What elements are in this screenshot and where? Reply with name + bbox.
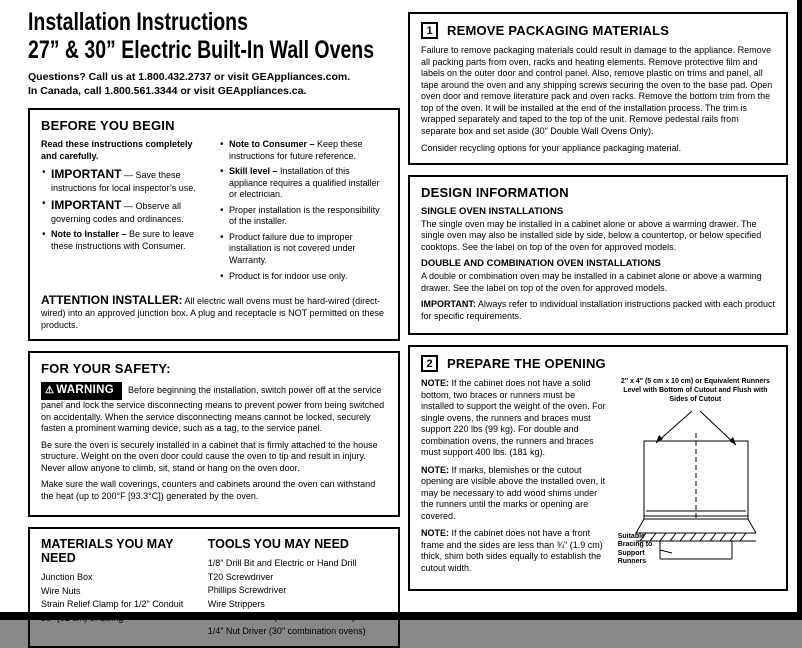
warning-triangle-icon: ⚠ [45,385,55,397]
before-you-begin-box [28,108,400,341]
materials-tools-box [28,527,400,648]
note-2: NOTE: If marks, blemishes or the cutout opening are visible above the installed oven, it may be necessary to add wood shims under the runners until the marks or opening are covered. [421,464,606,521]
attention-lead: ATTENTION INSTALLER: [41,293,183,308]
list-item: • Note to Consumer – Keep these instructions for future reference. [219,139,387,162]
double-combination-subheading: DOUBLE AND COMBINATION OVEN INSTALLATIONS [421,258,661,270]
for-your-safety-box [28,351,400,517]
step-1-paragraph: Failure to remove packaging materials could result in damage to the appliance. Remove all packing parts from oven, racks and heating elements. Remove protective film and labels on the outer door and control panel. Also, remove plastic on trims and panel, all tape around the oven and any shipping screws securing the oven to the base pad. Open oven door and remove literature pack and oven racks. Remove the bottom trim from the top of the oven. It will be installed at the end of the installation process. The trim is wrapped separately and taped to the top of the unit. Remove pedestal rails from separate box and set aside (30" Double Wall Ovens Only). [421,45,773,136]
page-title [28,8,375,64]
tools-section [208,537,387,638]
list-item: Phillips Screwdriver [207,585,287,596]
step-2-notes [421,378,608,580]
materials-heading: MATERIALS YOU MAY NEED [41,537,174,566]
list-item: • Skill level – Installation of this appliance requires a qualified installer or electrician. [219,166,387,201]
list-item: Wire Nuts [41,585,81,596]
single-oven-subheading: SINGLE OVEN INSTALLATIONS [421,205,564,217]
safety-paragraph-2: Be sure the oven is securely installed in a cabinet that is firmly attached to the house structure. Weight on the oven door could cause the oven to tip and result in injury. Never allow anyone to climb, sit, stand or hang on the oven door. [41,439,378,473]
attention-installer-note: ATTENTION INSTALLER: All electric wall ovens must be hard-wired (direct-wired) into an approved junction box. A plug and receptacle is NOT permitted on these products. [41,293,385,330]
safety-paragraph-1: ⚠ WARNING Before beginning the installation, switch power off at the service panel and lock the service disconnecting means to prevent power from being switched on accidentally. When the service disconnecting means cannot be locked, securely fasten a prominent warning device, such as a tag, to the service panel. [41,384,385,434]
design-important-note: IMPORTANT: Always refer to individual installation instructions packed with each product for specific requirements. [421,299,775,321]
safety-heading: FOR YOUR SAFETY: [41,361,171,377]
step-2-box [408,345,788,590]
list-item: • IMPORTANT — Observe all governing codes and ordinances. [41,198,209,225]
cutout-diagram [616,378,775,580]
before-you-begin-heading: BEFORE YOU BEGIN [41,118,175,134]
page-edge-bottom [0,612,802,620]
before-left-column [41,139,209,286]
right-column [408,12,788,591]
list-item: Strain Relief Clamp for 1/2" Conduit [41,599,184,610]
list-item: 1/4" Nut Driver (30" combination ovens) [207,625,366,636]
contact-line-us: Questions? Call us at 1.800.432.2737 or visit GEAppliances.com. [28,71,351,83]
before-intro: Read these instructions completely and carefully. [41,139,193,161]
step-2-title: PREPARE THE OPENING [447,356,606,372]
diagram-label: Suitable Bracing to Support Runners [617,532,653,566]
title-line-2: 27” & 30” Electric Built-In Wall Ovens [28,36,375,64]
step-1-box [408,12,788,165]
important-lead: IMPORTANT: [421,299,476,310]
page-edge-right [797,0,802,620]
double-combination-paragraph: A double or combination oven may be installed in a cabinet alone or above a warming drawer. See the label on top of the oven for approved models. [421,271,762,293]
design-info-heading: DESIGN INFORMATION [421,184,569,200]
list-item: • Note to Installer – Be sure to leave these instructions with Consumer. [41,229,209,252]
step-1-recycling-note: Consider recycling options for your appliance packaging material. [421,143,682,154]
title-line-1: Installation Instructions [28,8,248,36]
list-item: Wire Strippers [207,598,265,609]
left-column [28,8,400,648]
materials-section [41,537,194,638]
tools-heading: TOOLS YOU MAY NEED [207,537,349,552]
warning-badge [41,382,122,400]
list-item: • Proper installation is the responsibility of the installer. [219,205,387,228]
before-right-column [219,139,387,286]
list-item: • Product is for indoor use only. [219,271,387,283]
list-item: • Product failure due to improper installation is not covered under Warranty. [219,232,387,267]
note-3: NOTE: If the cabinet does not have a front frame and the sides are less than ¾" (1.9 cm) thick, shim both sides equally to establish the cutout width. [421,528,603,573]
diagram-caption: 2" x 4" (5 cm x 10 cm) or Equivalent Runners Level with Bottom of Cutout and Flush with Sides of Cutout [620,378,770,403]
single-oven-paragraph: The single oven may be installed in a cabinet alone or above a warming drawer. The single oven may also be installed side by side, below a countertop, or below specified cooktops. See the label on top of the oven for approved models. [421,218,762,252]
step-2-number-badge: 2 [421,355,438,372]
list-item: T20 Screwdriver [207,571,274,582]
contact-info [28,70,400,98]
step-1-title: REMOVE PACKAGING MATERIALS [447,23,670,38]
list-item: • IMPORTANT — Save these instructions for local inspector’s use. [41,167,209,194]
list-item: 1/8" Drill Bit and Electric or Hand Drill [207,558,357,569]
list-item: Junction Box [41,572,93,583]
note-1: NOTE: If the cabinet does not have a solid bottom, two braces or runners must be installed to support the weight of the oven. For single ovens, the runners and braces must support 220 lbs (99 kg). For double and combination ovens, the runners and braces must support 400 lbs. (181 kg). [421,378,606,458]
step-1-number-badge: 1 [421,22,438,39]
warning-label: WARNING [56,384,114,397]
contact-line-canada: In Canada, call 1.800.561.3344 or visit GEAppliances.ca. [28,85,307,98]
safety-paragraph-3: Make sure the wall coverings, counters and cabinets around the oven can withstand the heat (up to 200°F [93.3°C]) generated by the oven. [41,479,376,501]
design-information-box [408,175,788,336]
